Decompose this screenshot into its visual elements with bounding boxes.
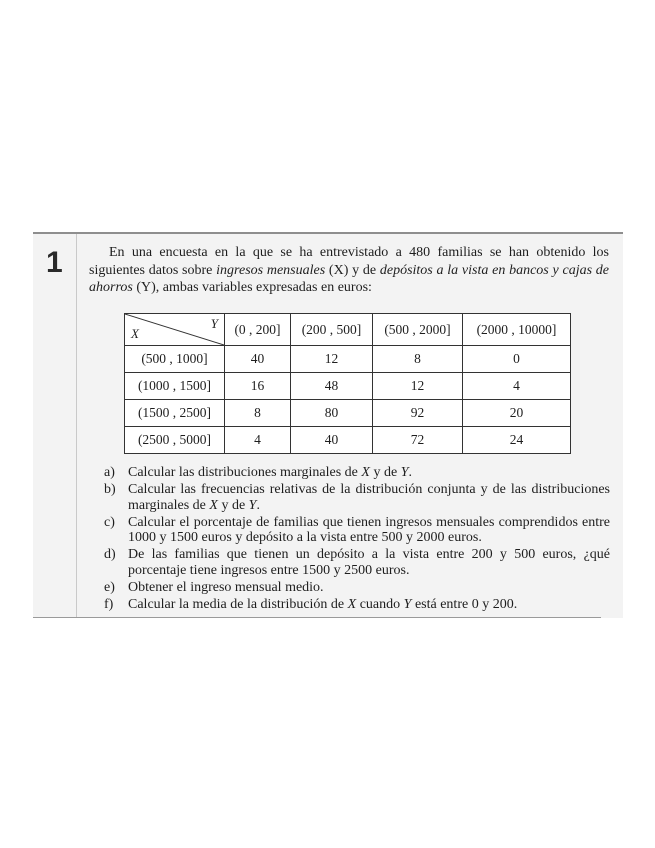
row-header: (1000 , 1500] — [125, 373, 225, 400]
question-text: De las familias que tienen un depósito a la vista entre 200 y 500 euros, ¿qué porcentaje tiene ingresos entre 1500 y 2500 euros. — [128, 547, 610, 578]
question-item — [104, 465, 610, 481]
table-cell: 24 — [463, 427, 571, 454]
question-text: Calcular las distribuciones marginales de — [128, 465, 362, 480]
column-header: (2000 , 10000] — [463, 314, 571, 346]
table-cell: 48 — [291, 373, 373, 400]
variable-y: Y — [400, 465, 409, 480]
row-header: (500 , 1000] — [125, 346, 225, 373]
corner-label-x: X — [131, 326, 139, 341]
exercise-number: 1 — [46, 246, 63, 279]
question-text: Calcular la media de la distribución de — [128, 596, 348, 612]
variable-x: X — [347, 596, 357, 612]
statement-text: En una encuesta en la que se ha entrevistado a 480 familias se han obtenido los siguientes datos sobre — [89, 245, 609, 278]
row-header: (2500 , 5000] — [125, 427, 225, 454]
question-text: Calcular el porcentaje de familias que tienen ingresos mensuales comprendidos entre 1000 y 1500 euros y depósito a la vista entre 500 y 2000 euros. — [128, 514, 610, 545]
contingency-table — [124, 313, 571, 454]
table-cell: 8 — [225, 400, 291, 427]
table-cell: 80 — [291, 400, 373, 427]
variable-x: X — [361, 465, 370, 480]
question-letter: a) — [104, 465, 115, 480]
question-text: cuando — [356, 596, 404, 612]
card-bottom-rule — [33, 617, 601, 618]
corner-label-y: Y — [210, 316, 218, 331]
question-item — [104, 515, 610, 546]
table-row — [125, 373, 571, 400]
question-letter: e) — [104, 579, 115, 595]
variable-y: Y — [403, 596, 412, 612]
table-cell: 12 — [291, 346, 373, 373]
question-text: y de — [217, 497, 249, 513]
card-top-rule — [33, 232, 623, 234]
number-column-rule — [76, 234, 77, 618]
statement-italic-deposits: depósitos a la vista en bancos y cajas de ahorros — [89, 262, 609, 295]
question-text: y de — [369, 465, 401, 480]
table-header-row — [125, 314, 571, 346]
question-item — [104, 482, 610, 513]
question-text: Calcular las frecuencias relativas de la distribución conjunta y de las distribuciones marginales de — [128, 482, 610, 513]
table-row — [125, 346, 571, 373]
table-cell: 0 — [463, 346, 571, 373]
table-row — [125, 400, 571, 427]
table-cell: 4 — [463, 373, 571, 400]
column-header: (200 , 500] — [291, 314, 373, 346]
table-cell: 40 — [225, 346, 291, 373]
question-item — [104, 580, 610, 596]
question-text: . — [408, 465, 412, 480]
table-cell: 20 — [463, 400, 571, 427]
table-cell: 40 — [291, 427, 373, 454]
question-list — [104, 465, 610, 614]
table-cell: 92 — [373, 400, 463, 427]
table-cell: 4 — [225, 427, 291, 454]
column-header: (0 , 200] — [225, 314, 291, 346]
table-cell: 8 — [373, 346, 463, 373]
question-letter: b) — [104, 482, 116, 497]
exercise-statement — [89, 244, 609, 297]
statement-text: (X) y de — [325, 262, 380, 278]
table-cell: 12 — [373, 373, 463, 400]
column-header: (500 , 2000] — [373, 314, 463, 346]
table-cell: 72 — [373, 427, 463, 454]
question-letter: c) — [104, 514, 115, 530]
question-letter: d) — [104, 547, 116, 562]
question-item — [104, 547, 610, 578]
variable-x: X — [209, 497, 218, 513]
table-corner-cell — [125, 314, 225, 346]
question-letter: f) — [104, 596, 114, 612]
statement-italic-income: ingresos mensuales — [216, 262, 326, 278]
table-cell: 16 — [225, 373, 291, 400]
question-item — [104, 597, 610, 613]
question-text: . — [256, 497, 260, 513]
question-text: Obtener el ingreso mensual medio. — [128, 579, 324, 595]
table-row — [125, 427, 571, 454]
variable-y: Y — [248, 497, 257, 513]
statement-text: (Y), ambas variables expresadas en euros: — [132, 280, 372, 295]
question-text: está entre 0 y 200. — [411, 596, 518, 612]
diagonal-divider — [125, 314, 224, 345]
row-header: (1500 , 2500] — [125, 400, 225, 427]
